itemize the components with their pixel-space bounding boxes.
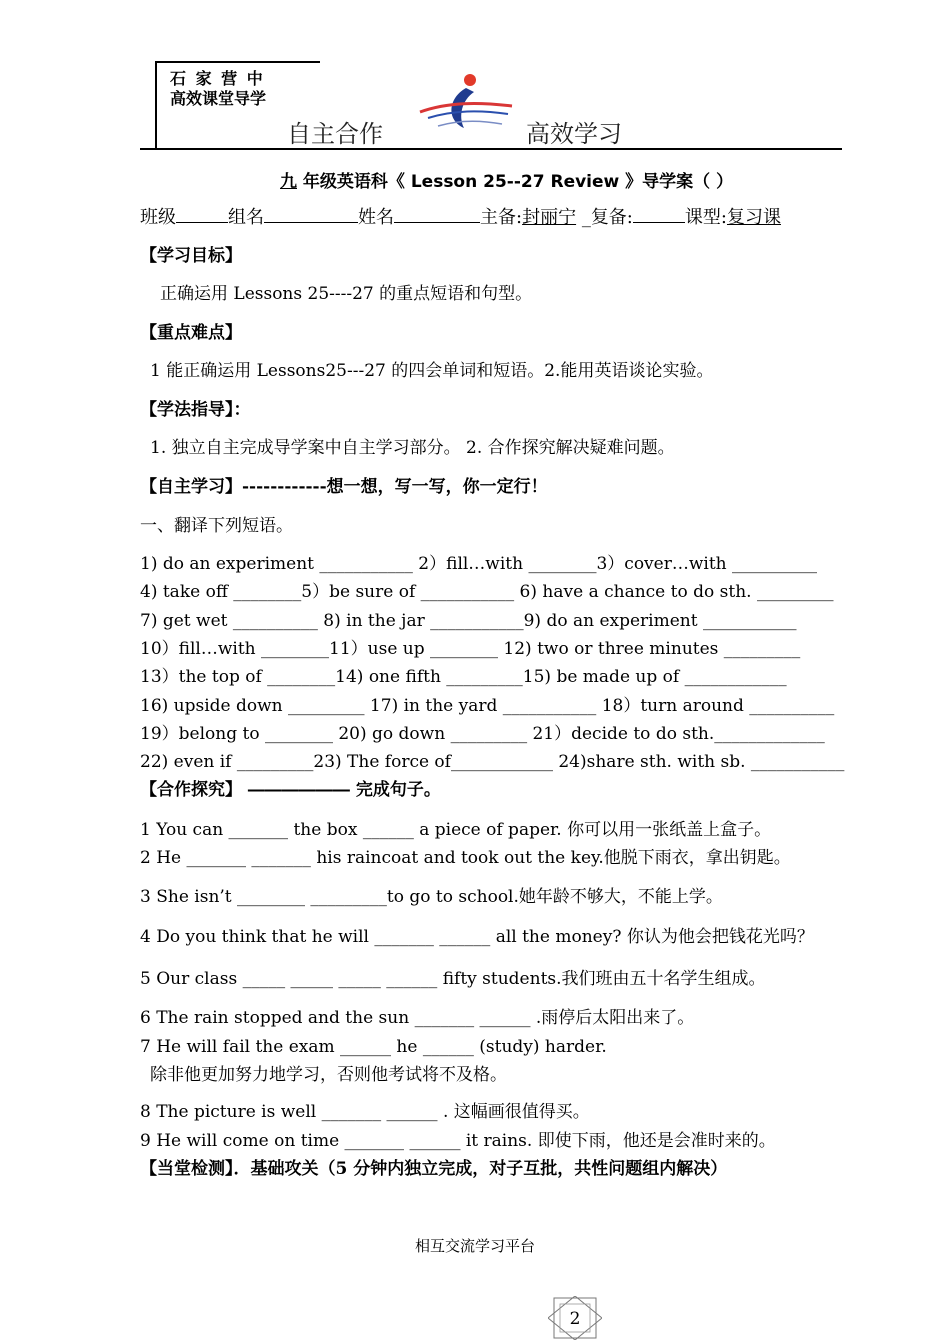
coop-heading: [140, 779, 441, 801]
coop-heading-instruction: ―――――― 完成句子。: [242, 780, 441, 800]
phrase-row: 7) get wet __________ 8) in the jar ___________9) do an experiment ___________: [140, 611, 797, 631]
school-logo: [418, 68, 518, 140]
footer-platform: 相互交流学习平台: [414, 1237, 535, 1255]
school-name-line2: 高效课堂导学: [170, 89, 267, 108]
sentence-item: 9 He will come on time _______ ______ it rains. 即使下雨，他还是会准时来的。: [140, 1131, 776, 1151]
phrase-row: 22) even if _________23) The force of____________ 24)share sth. with sb. ___________: [140, 752, 845, 772]
group-label: 组名: [228, 207, 264, 228]
class-label: 班级: [140, 207, 176, 228]
info-line: [140, 206, 781, 229]
method-text: 1. 独立自主完成导学案中自主学习部分。 2. 合作探究解决疑难问题。: [150, 438, 675, 458]
review-field[interactable]: [633, 206, 685, 223]
sentence-item: 1 You can _______ the box ______ a piece of paper. 你可以用一张纸盖上盒子。: [140, 820, 772, 840]
slogan-left: 自主合作: [287, 120, 383, 148]
school-name-line1: 石 家 营 中: [170, 69, 265, 88]
sentence-item: 4 Do you think that he will _______ ______ all the money? 你认为他会把钱花光吗？: [140, 927, 814, 947]
page-title: [280, 167, 733, 192]
name-field[interactable]: [394, 206, 480, 223]
class-field[interactable]: [176, 206, 228, 223]
phrase-row: 1) do an experiment ___________ 2）fill…with ________3）cover…with __________: [140, 554, 818, 574]
phrase-row: 10）fill…with ________11）use up ________ 12) two or three minutes _________: [140, 639, 801, 659]
phrase-row: 13）the top of ________14) one fifth _________15) be made up of ____________: [140, 667, 787, 687]
slogan-right: 高效学习: [526, 120, 622, 148]
sentence-item: 7 He will fail the exam ______ he ______ (study) harder.: [140, 1037, 607, 1057]
phrase-row: 19）belong to ________ 20) go down _________ 21）decide to do sth._____________: [140, 724, 825, 744]
lesson-type-value: 复习课: [726, 207, 781, 228]
check-heading: 【当堂检测】．基础攻关（5 分钟内独立完成，对子互批，共性问题组内解决）: [140, 1159, 728, 1179]
grade-value: 九: [280, 172, 297, 192]
self-study-subheading: 一、翻译下列短语。: [140, 516, 293, 536]
sentence-item: 6 The rain stopped and the sun _______ ______ .雨停后太阳出来了。: [140, 1008, 695, 1028]
review-label: _复备:: [581, 207, 633, 228]
sentence-translation: 除非他更加努力地学习，否则他考试将不及格。: [150, 1065, 507, 1085]
main-author-value: 封丽宁: [522, 207, 577, 228]
title-text: 年级英语科《 Lesson 25--27 Review 》导学案（ ）: [297, 172, 734, 192]
header-divider: [140, 148, 842, 150]
name-label: 姓名: [358, 207, 394, 228]
page-number: 2: [569, 1309, 581, 1329]
phrase-row: 16) upside down _________ 17) in the yard ___________ 18）turn around __________: [140, 696, 835, 716]
sentence-item: 5 Our class _____ _____ _____ ______ fifty students.我们班由五十名学生组成。: [140, 969, 766, 989]
goal-heading: 【学习目标】: [140, 246, 242, 266]
phrase-row: 4) take off ________5）be sure of ___________ 6) have a chance to do sth. _________: [140, 582, 834, 602]
sentence-item: 3 She isn’t ________ _________to go to school.她年龄不够大，不能上学。: [140, 887, 723, 907]
self-study-heading: 【自主学习】------------想一想，写一写，你一定行！: [140, 477, 548, 497]
goal-text: 正确运用 Lessons 25----27 的重点短语和句型。: [160, 284, 533, 304]
main-author-label: 主备:: [480, 207, 523, 228]
key-text: 1 能正确运用 Lessons25---27 的四会单词和短语。2.能用英语谈论实验。: [150, 361, 714, 381]
key-heading: 【重点难点】: [140, 323, 242, 343]
sentence-item: 8 The picture is well _______ ______ . 这幅画很值得买。: [140, 1102, 590, 1122]
lesson-type-label: 课型:: [684, 207, 727, 228]
group-field[interactable]: [264, 206, 358, 223]
sentence-item: 2 He _______ _______ his raincoat and took out the key.他脱下雨衣，拿出钥匙。: [140, 848, 791, 868]
coop-heading-label: 【合作探究】: [140, 780, 242, 800]
method-heading: 【学法指导】：: [140, 400, 251, 420]
